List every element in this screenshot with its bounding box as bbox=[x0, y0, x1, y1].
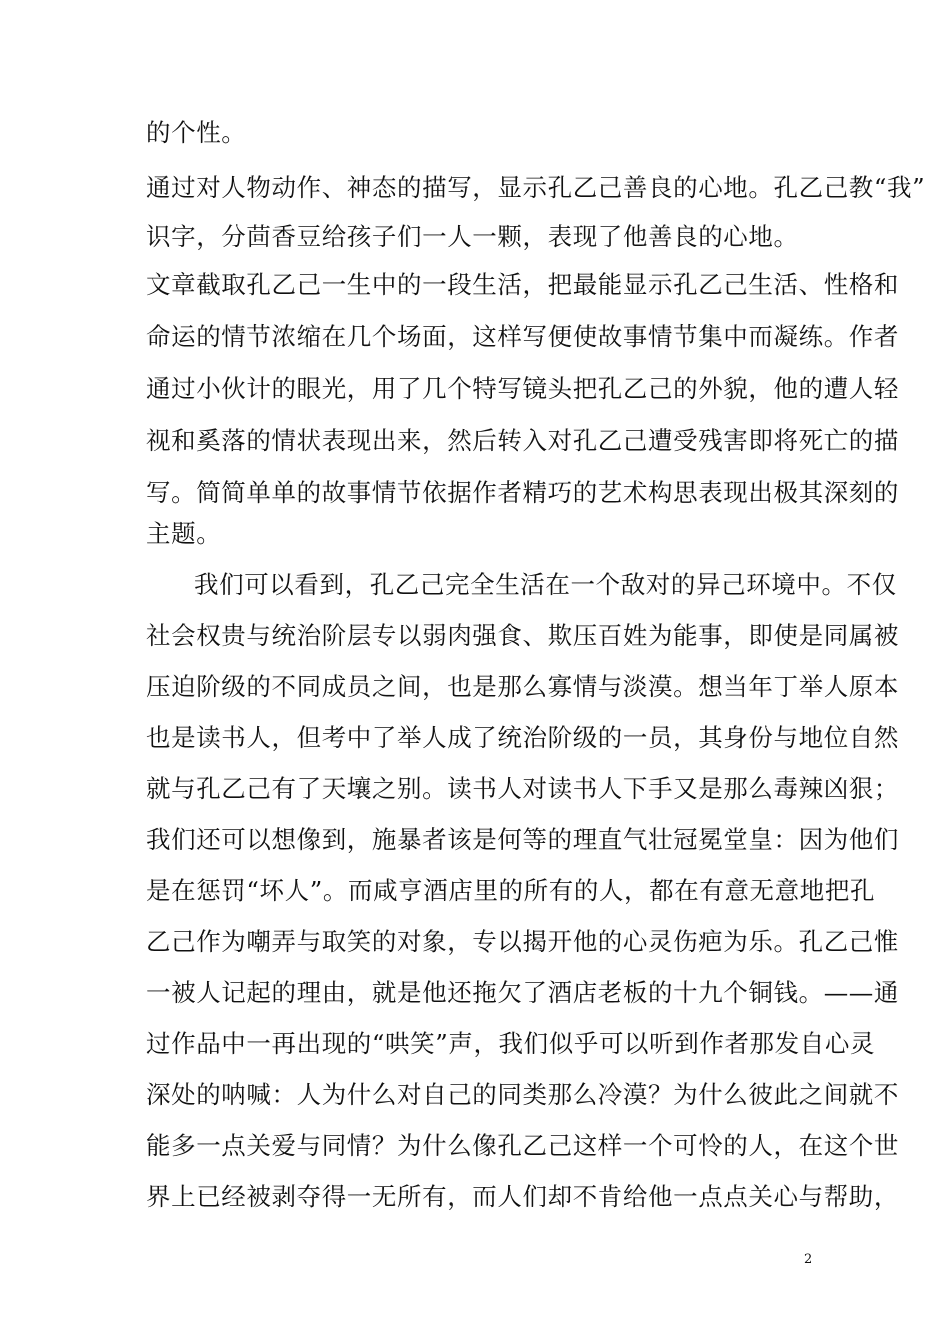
text-line: 一被人记起的理由，就是他还拖欠了酒店老板的十九个铜钱。——通 bbox=[146, 978, 899, 1007]
text-line: 也是读书人，但考中了举人成了统治阶级的一员，其身份与地位自然 bbox=[146, 723, 899, 752]
text-line: 是在惩罚“坏人”。而咸亨酒店里的所有的人，都在有意无意地把孔 bbox=[146, 876, 876, 905]
text-line: 界上已经被剥夺得一无所有，而人们却不肯给他一点点关心与帮助， bbox=[146, 1182, 899, 1211]
text-line: 的个性。 bbox=[146, 118, 247, 147]
text-line: 主题。 bbox=[146, 519, 222, 548]
text-line: 写。简简单单的故事情节依据作者精巧的艺术构思表现出极其深刻的 bbox=[146, 478, 899, 507]
text-line: 过作品中一再出现的“哄笑”声，我们似乎可以听到作者那发自心灵 bbox=[146, 1029, 876, 1058]
text-line: 文章截取孔乙己一生中的一段生活，把最能显示孔乙己生活、性格和 bbox=[146, 270, 899, 299]
text-line: 压迫阶级的不同成员之间，也是那么寡情与淡漠。想当年丁举人原本 bbox=[146, 672, 899, 701]
text-line: 社会权贵与统治阶层专以弱肉强食、欺压百姓为能事，即使是同属被 bbox=[146, 621, 899, 650]
text-line: 就与孔乙己有了天壤之别。读书人对读书人下手又是那么毒辣凶狠； bbox=[146, 774, 899, 803]
text-line: 视和奚落的情状表现出来，然后转入对孔乙己遭受残害即将死亡的描 bbox=[146, 426, 899, 455]
text-line: 命运的情节浓缩在几个场面，这样写便使故事情节集中而凝练。作者 bbox=[146, 322, 899, 351]
text-line: 通过小伙计的眼光，用了几个特写镜头把孔乙己的外貌，他的遭人轻 bbox=[146, 374, 899, 403]
text-line: 通过对人物动作、神态的描写，显示孔乙己善良的心地。孔乙己教“我” bbox=[146, 173, 926, 202]
text-line: 我们还可以想像到，施暴者该是何等的理直气壮冠冕堂皇：因为他们 bbox=[146, 825, 899, 854]
text-line: 识字，分茴香豆给孩子们一人一颗，表现了他善良的心地。 bbox=[146, 222, 799, 251]
paragraph-first-line: 我们可以看到，孔乙己完全生活在一个敌对的异己环境中。不仅 bbox=[194, 570, 897, 599]
text-line: 深处的呐喊：人为什么对自己的同类那么冷漠？为什么彼此之间就不 bbox=[146, 1080, 899, 1109]
page-number: 2 bbox=[804, 1252, 813, 1267]
text-line: 能多一点关爱与同情？为什么像孔乙己这样一个可怜的人，在这个世 bbox=[146, 1131, 899, 1160]
text-line: 乙己作为嘲弄与取笑的对象，专以揭开他的心灵伤疤为乐。孔乙己惟 bbox=[146, 927, 899, 956]
